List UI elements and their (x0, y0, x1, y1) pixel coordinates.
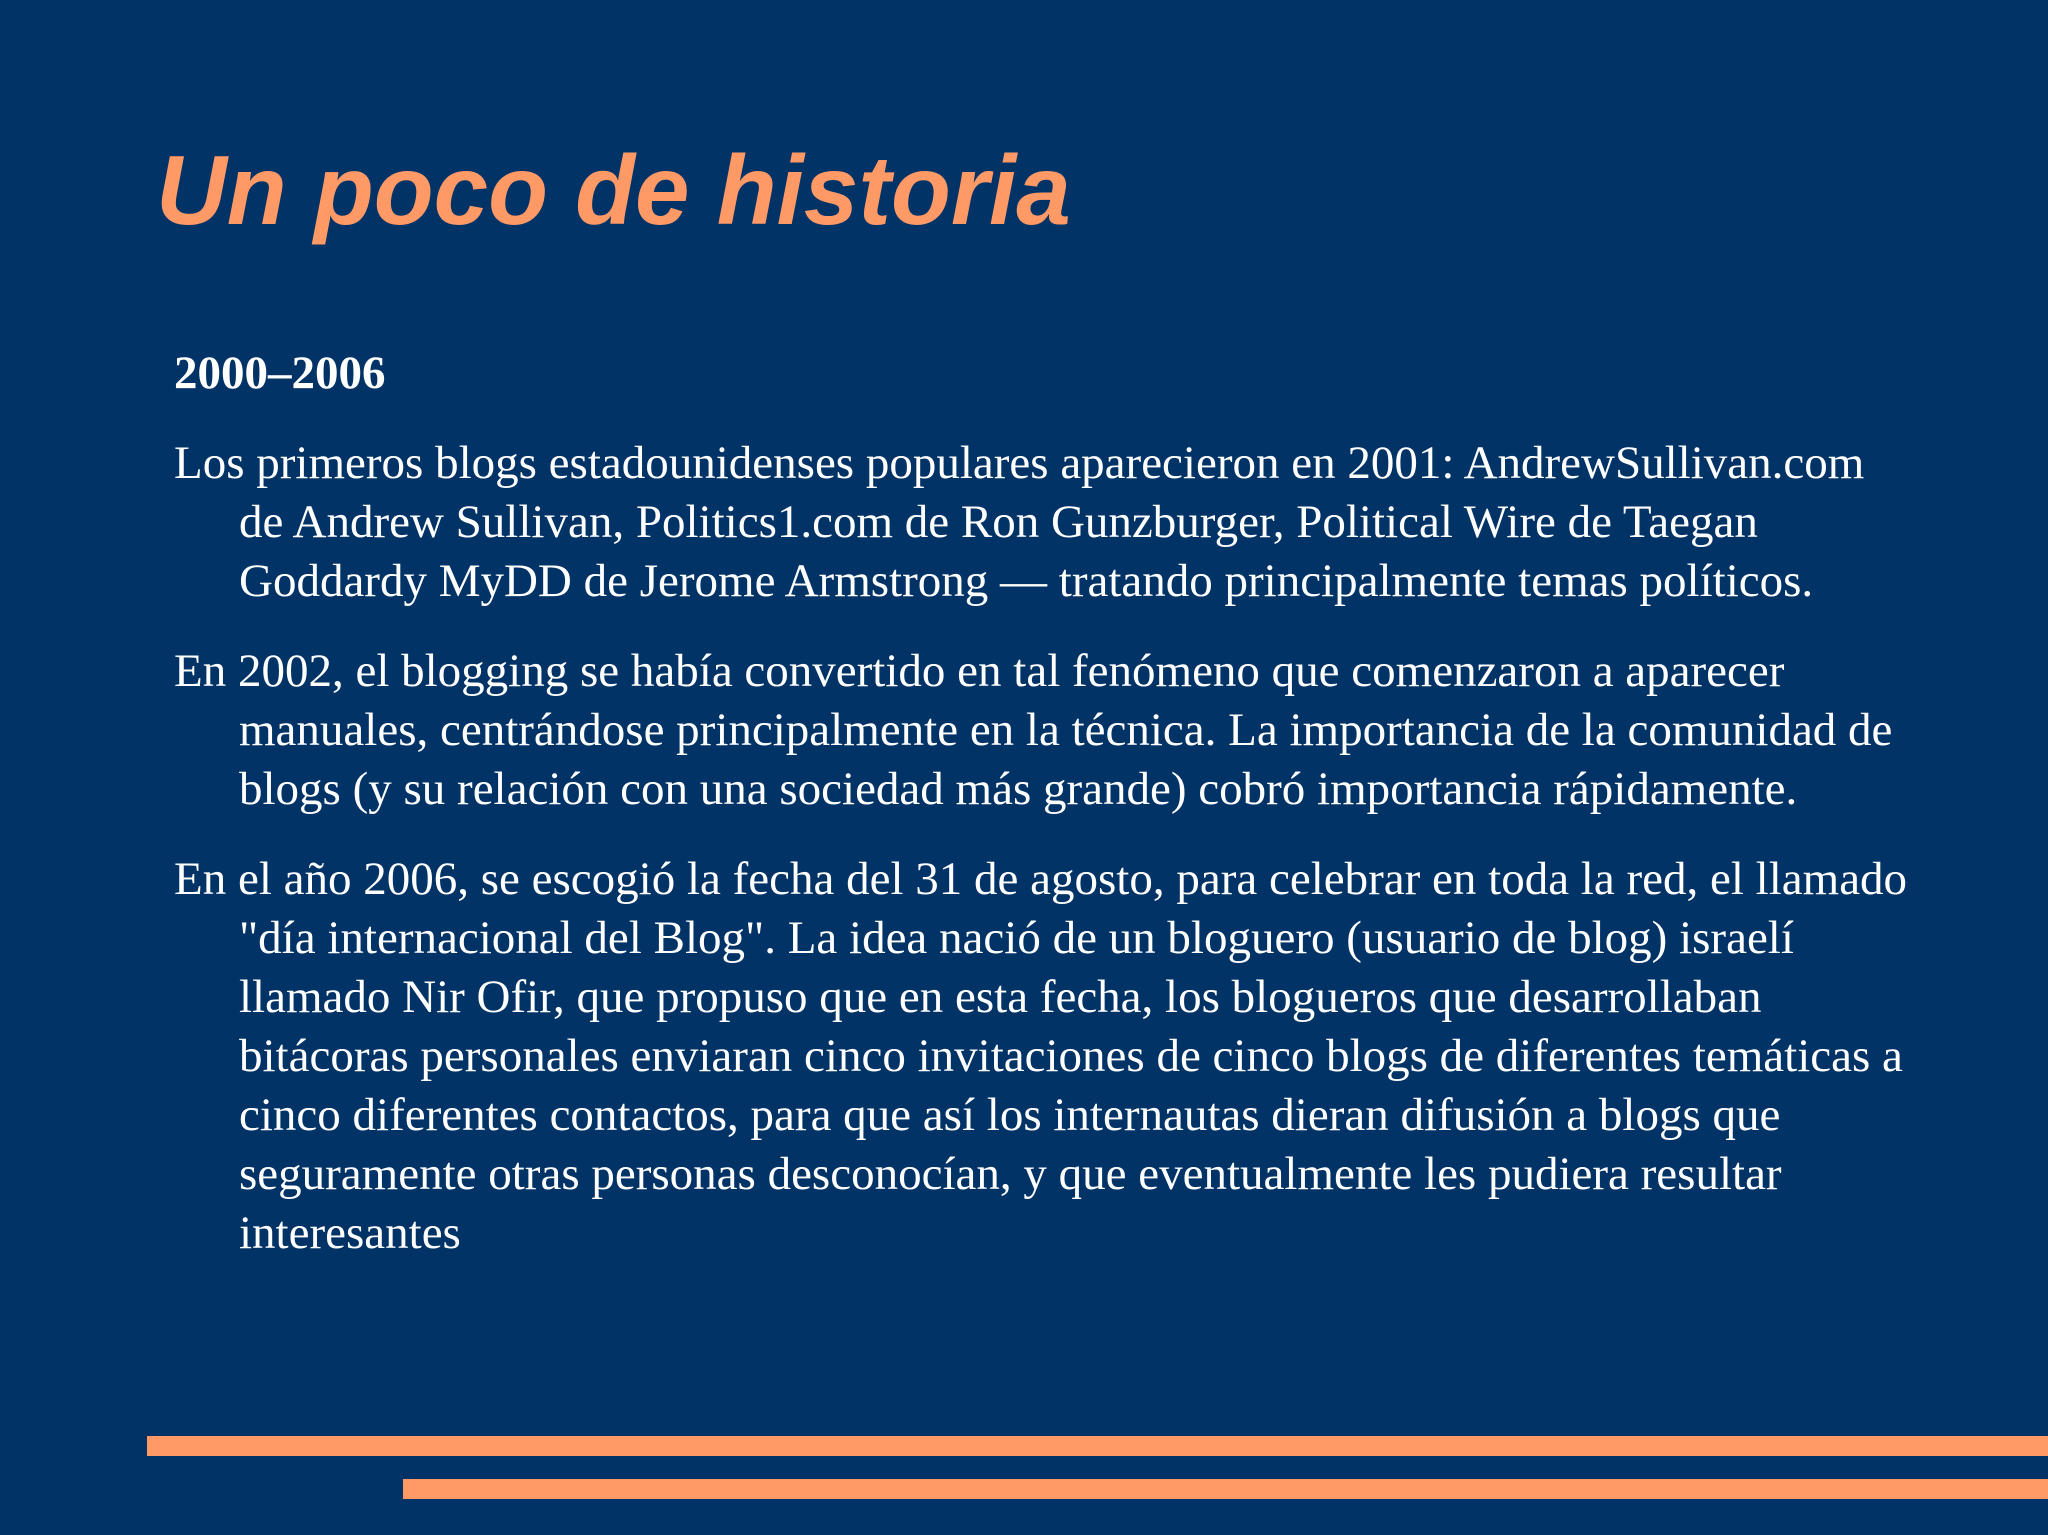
slide-title: Un poco de historia (156, 135, 1071, 245)
paragraph-2001: Los primeros blogs estadounidenses populares aparecieron en 2001: AndrewSullivan.com de Andrew Sullivan, Politics1.com de Ron Gunzburger, Political Wire de Taegan Goddardy MyDD de Jerome Armstrong — tratando principalmente temas políticos. (174, 437, 1865, 607)
slide-body (174, 344, 1914, 1294)
paragraph-2002: En 2002, el blogging se había convertido en tal fenómeno que comenzaron a aparecer manuales, centrándose principalmente en la técnica. La importancia de la comunidad de blogs (y su relación con una sociedad más grande) cobró importancia rápidamente. (174, 645, 1893, 815)
period-heading: 2000–2006 (174, 347, 386, 399)
decorative-bar-bottom (403, 1479, 2048, 1499)
decorative-bar-top (147, 1436, 2048, 1456)
paragraph-2006: En el año 2006, se escogió la fecha del 31 de agosto, para celebrar en toda la red, el llamado "día internacional del Blog". La idea nació de un bloguero (usuario de blog) israelí llamado Nir Ofir, que propuso que en esta fecha, los blogueros que desarrollaban bitácoras personales enviaran cinco invitaciones de cinco blogs de diferentes temáticas a cinco diferentes contactos, para que así los internautas dieran difusión a blogs que seguramente otras personas desconocían, y que eventualmente les pudiera resultar interesantes (174, 853, 1908, 1259)
